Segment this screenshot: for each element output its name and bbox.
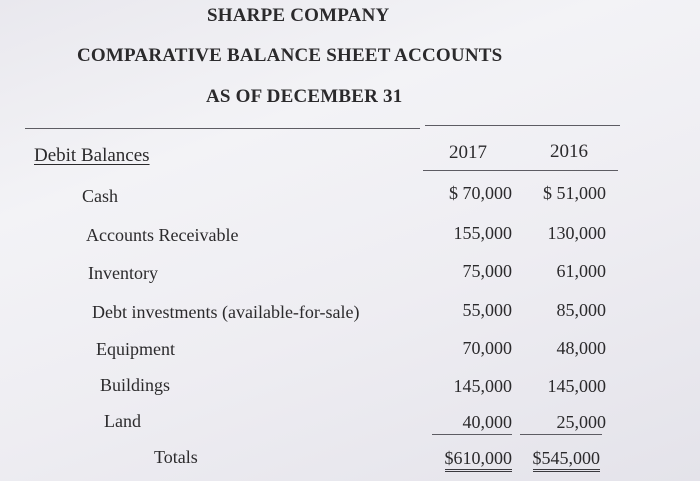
cell-buildings-2017: 145,000 bbox=[453, 376, 512, 396]
cell-equipment-2016: 48,000 bbox=[556, 338, 606, 358]
row-label-cash: Cash bbox=[82, 186, 118, 206]
row-label-totals: Totals bbox=[154, 447, 198, 467]
subtotal-rule-2016 bbox=[520, 434, 602, 435]
cell-equipment-2017: 70,000 bbox=[462, 338, 512, 358]
company-name: SHARPE COMPANY bbox=[207, 5, 390, 26]
cell-inventory-2016: 61,000 bbox=[556, 261, 606, 281]
total-2016-cell bbox=[510, 448, 600, 469]
total-2017: $610,000 bbox=[445, 448, 513, 472]
total-2016: $545,000 bbox=[533, 448, 601, 472]
subtotal-rule-2017 bbox=[432, 434, 512, 435]
header-rule-right bbox=[425, 125, 620, 126]
row-label-buildings: Buildings bbox=[100, 375, 171, 395]
row-label-equipment: Equipment bbox=[96, 339, 175, 359]
row-label-land: Land bbox=[104, 411, 141, 431]
row-label-accounts-receivable: Accounts Receivable bbox=[86, 225, 239, 245]
cell-accounts-receivable-2017: 155,000 bbox=[453, 223, 512, 243]
cell-debt-investments-2016: 85,000 bbox=[556, 300, 606, 320]
cell-cash-2017: $ 70,000 bbox=[449, 183, 512, 203]
column-header-rule bbox=[423, 170, 618, 171]
statement-date: AS OF DECEMBER 31 bbox=[206, 86, 403, 107]
row-label-inventory: Inventory bbox=[88, 263, 158, 283]
column-header-2016: 2016 bbox=[550, 141, 588, 162]
row-label-debt-investments: Debt investments (available-for-sale) bbox=[92, 302, 360, 322]
section-label-debit-balances: Debit Balances bbox=[34, 145, 150, 166]
cell-cash-2016: $ 51,000 bbox=[543, 183, 606, 203]
total-2017-cell bbox=[410, 448, 512, 469]
cell-buildings-2016: 145,000 bbox=[547, 376, 606, 396]
statement-title: COMPARATIVE BALANCE SHEET ACCOUNTS bbox=[77, 45, 503, 66]
header-rule-left bbox=[25, 128, 420, 129]
cell-debt-investments-2017: 55,000 bbox=[462, 300, 512, 320]
cell-inventory-2017: 75,000 bbox=[462, 261, 512, 281]
cell-land-2017: 40,000 bbox=[462, 412, 512, 432]
cell-accounts-receivable-2016: 130,000 bbox=[547, 223, 606, 243]
cell-land-2016: 25,000 bbox=[556, 412, 606, 432]
column-header-2017: 2017 bbox=[449, 142, 487, 163]
